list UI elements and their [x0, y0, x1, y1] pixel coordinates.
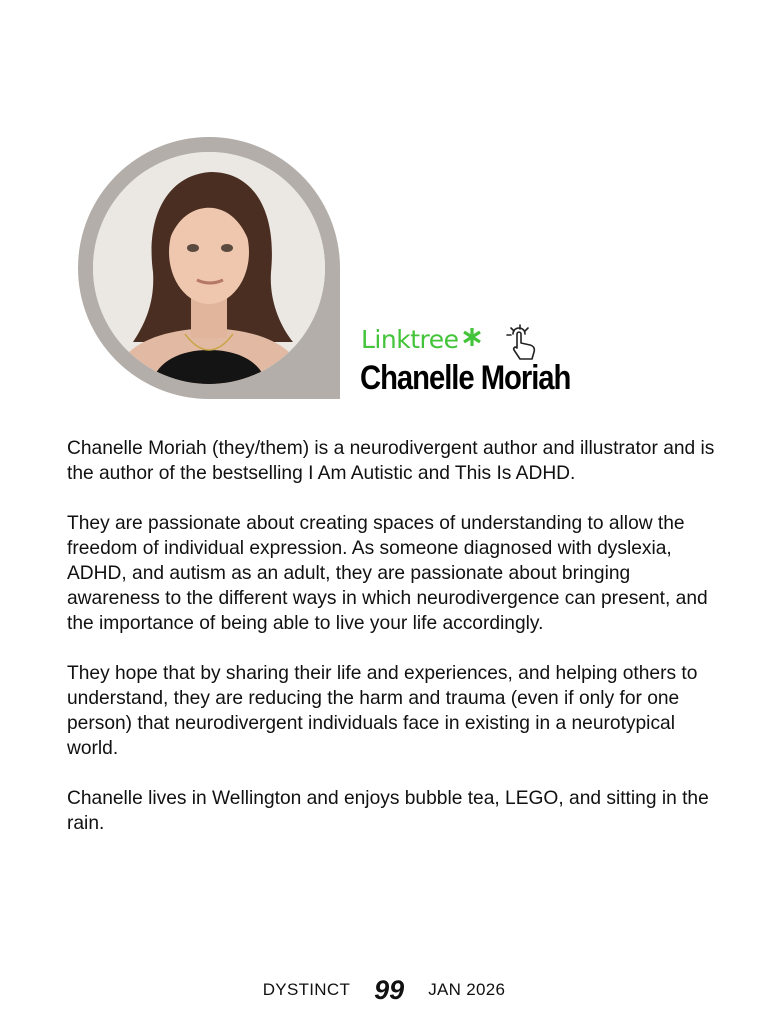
bio-paragraph: Chanelle Moriah (they/them) is a neurodivergent author and illustrator and is the author of the bestselling I Am Autistic and This Is ADHD.: [67, 438, 715, 484]
bio-text: [67, 436, 717, 861]
portrait-photo: [93, 152, 325, 384]
page-number: 99: [374, 975, 405, 1005]
magazine-name: DYSTINCT: [262, 980, 351, 999]
issue-date: JAN 2026: [428, 980, 506, 999]
bio-paragraph: They are passionate about creating spaces of understanding to allow the freedom of individual expression. As someone diagnosed with dyslexia, ADHD, and autism as an adult, they are passionate about bringing awareness to the different ways in which neurodivergence can present, and the importance of being able to live your life accordingly.: [67, 513, 708, 634]
linktree-link[interactable]: Linktree: [361, 325, 459, 354]
profile-photo: [93, 152, 325, 384]
page-footer: [0, 975, 768, 1005]
bio-paragraph: Chanelle lives in Wellington and enjoys bubble tea, LEGO, and sitting in the rain.: [67, 788, 709, 834]
linktree-asterisk-icon: [461, 326, 483, 348]
photo-frame: [78, 137, 340, 399]
bio-paragraph: They hope that by sharing their life and experiences, and helping others to understand, they are reducing the harm and trauma (even if only for one person) that neurodivergent individuals face in existing in a neurotypical world.: [67, 663, 698, 759]
author-name: Chanelle Moriah: [360, 359, 571, 397]
